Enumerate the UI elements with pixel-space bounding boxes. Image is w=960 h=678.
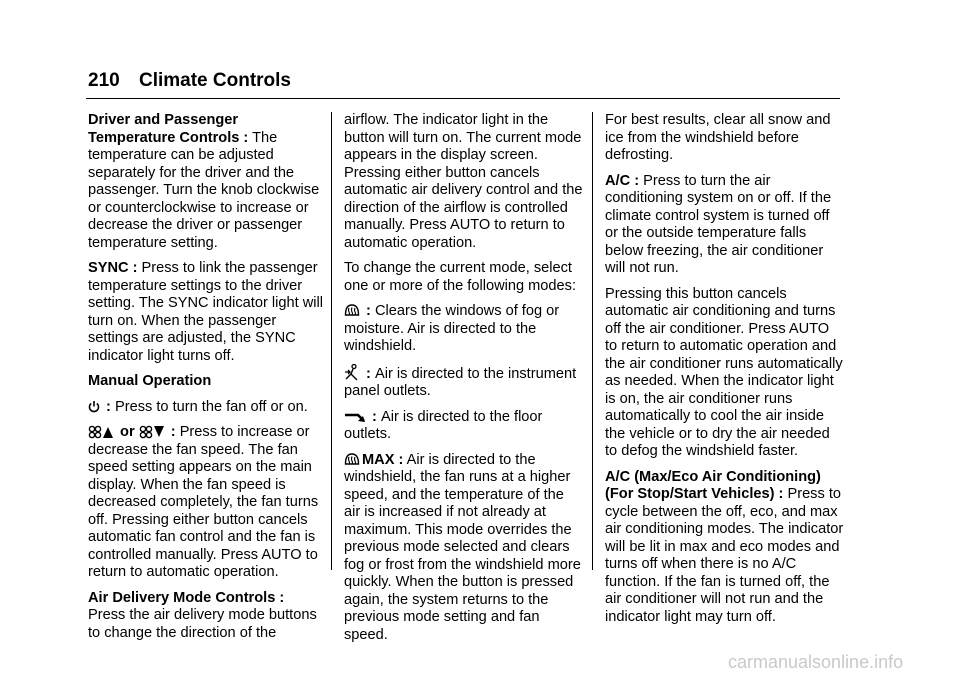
temp-controls-text: The temperature can be adjusted separately for the driver and the passenger. Turn the knob clockwise or counterclockwise to increase or decrease the driver or passenger temperature setting. xyxy=(88,129,320,251)
column-divider-1 xyxy=(331,112,332,570)
vent-icon xyxy=(344,364,360,381)
max-label: MAX : xyxy=(362,451,404,468)
defog-text: Clears the windows of fog or moisture. Air is directed to the windshield. xyxy=(344,303,560,354)
change-mode-text: To change the current mode, select one or more of the following modes: xyxy=(344,260,577,294)
max-paragraph xyxy=(344,452,584,645)
floor-paragraph xyxy=(344,409,584,444)
page-title: Climate Controls xyxy=(138,70,292,91)
vent-sep: : xyxy=(362,365,375,382)
fan-sep: : xyxy=(166,424,180,440)
defog-paragraph xyxy=(344,303,584,356)
page-header xyxy=(88,70,291,92)
ac-label: A/C : xyxy=(605,172,640,189)
column-3 xyxy=(605,112,845,634)
watermark: carmanualsonline.info xyxy=(728,652,904,672)
column-1 xyxy=(88,112,328,650)
fan-text: Press to increase or decrease the fan speed. The fan speed setting appears on the main display. When the fan speed is decreased completely, the fan turns off. Pressing either button cancels automatic fan control and the fan is controlled manually. Press AUTO to return to automatic operation. xyxy=(88,424,319,580)
fan-or: or xyxy=(116,424,139,440)
air-delivery-paragraph xyxy=(88,590,328,643)
air-delivery-label: Air Delivery Mode Controls : xyxy=(88,589,285,606)
fan-speed-paragraph xyxy=(88,424,328,582)
airflow-continued-paragraph xyxy=(344,112,584,252)
ac-text: Press to turn the air conditioning system on or off. If the climate control system is turned off or the outside temperature falls below freezing, the air conditioner will not run. xyxy=(605,172,832,276)
floor-icon xyxy=(344,412,366,424)
air-delivery-text: Press the air delivery mode buttons to change the direction of the xyxy=(88,607,317,641)
ac-max-eco-label: A/C (Max/Eco Air Conditioning) (For Stop/Start Vehicles) : xyxy=(605,468,821,502)
power-sep: : xyxy=(102,398,115,415)
floor-text: Air is directed to the floor outlets. xyxy=(344,408,543,442)
best-results-paragraph xyxy=(605,112,845,165)
defog-sep: : xyxy=(362,303,375,319)
defog-icon xyxy=(344,303,360,318)
column-divider-2 xyxy=(592,112,593,570)
header-rule xyxy=(86,98,840,99)
vent-text: Air is directed to the instrument panel outlets. xyxy=(344,365,577,399)
power-paragraph xyxy=(88,399,328,417)
sync-label: SYNC : xyxy=(88,260,138,276)
sync-text: Press to link the passenger temperature settings to the driver setting. The SYNC indicator light will turn on. When the passenger settings are adjusted, the SYNC indicator light turns off. xyxy=(88,260,323,364)
ac-paragraph xyxy=(605,173,845,278)
ac-max-eco-paragraph xyxy=(605,469,845,627)
press-cancel-paragraph xyxy=(605,286,845,461)
temp-controls-paragraph xyxy=(88,112,328,252)
vent-paragraph xyxy=(344,364,584,401)
power-text: Press to turn the fan off or on. xyxy=(114,398,308,415)
fan-down-icon xyxy=(139,425,165,439)
page-number: 210 xyxy=(88,70,120,91)
fan-up-icon xyxy=(88,425,114,439)
max-text: Air is directed to the windshield, the fan runs at a higher speed, and the temperature of the air is increased if not already at maximum. This mode overrides the previous mode selected and clears fog or frost from the windshield more quickly. When the button is pressed again, the system returns to the previous mode setting and fan speed. xyxy=(344,451,581,643)
defrost-max-icon xyxy=(344,452,360,467)
manual-operation-heading-text: Manual Operation xyxy=(88,373,212,389)
press-cancel-text: Pressing this button cancels automatic air conditioning and turns off the air conditioner. Press AUTO to return to automatic operation and the air conditioner runs automatically as needed. When the indicator light is on, the air conditioner runs automatically to cool the air inside the vehicle or to dry the air needed to defog the windshield faster. xyxy=(605,285,843,459)
ac-max-eco-text: Press to cycle between the off, eco, and max air conditioning modes. The indicator will be lit in max and eco modes and turns off when there is no A/C function. If the fan is turned off, the air conditioner will not run and the indicator light may turn off. xyxy=(605,486,844,625)
manual-operation-heading xyxy=(88,373,328,391)
floor-sep: : xyxy=(368,408,381,425)
airflow-continued-text: airflow. The indicator light in the button will turn on. The current mode appears in the display screen. Pressing either button cancels automatic air delivery control and the direction of the airflow is controlled manually. Press AUTO to return to automatic operation. xyxy=(344,112,583,251)
change-mode-paragraph xyxy=(344,260,584,295)
power-icon xyxy=(88,400,100,414)
temp-controls-label: Driver and Passenger Temperature Controls : xyxy=(88,112,249,146)
column-2 xyxy=(344,112,584,652)
best-results-text: For best results, clear all snow and ice from the windshield before defrosting. xyxy=(605,112,831,163)
sync-paragraph xyxy=(88,260,328,365)
